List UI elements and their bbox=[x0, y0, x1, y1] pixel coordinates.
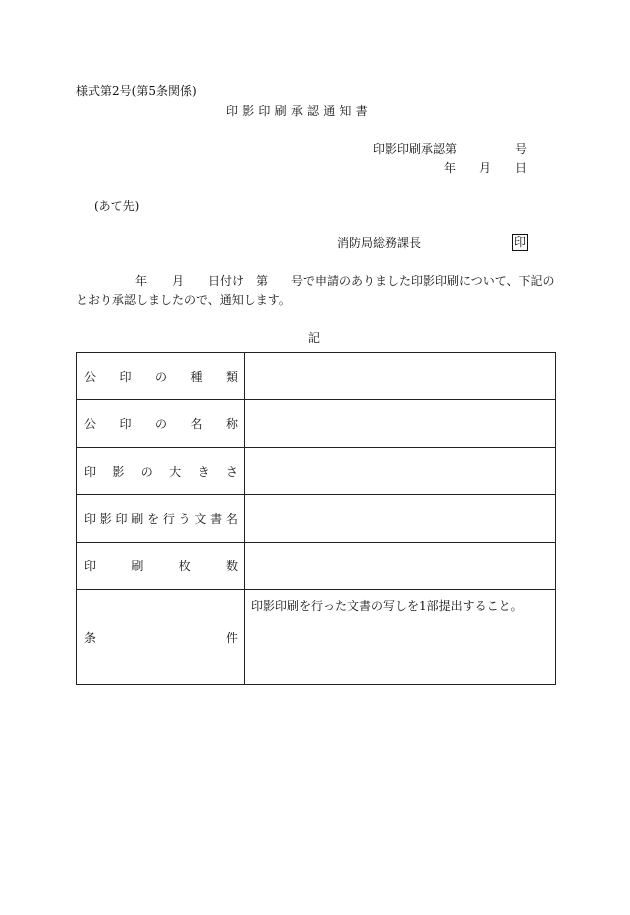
date-year: 年 bbox=[444, 161, 457, 175]
table-row bbox=[77, 447, 556, 494]
details-table bbox=[76, 352, 556, 685]
row-value-impression-size bbox=[245, 447, 556, 494]
body-year: 年 bbox=[135, 274, 148, 288]
seal-box: 印 bbox=[514, 235, 527, 249]
seal-mark bbox=[512, 234, 528, 251]
body-date-suffix: 日付け bbox=[208, 274, 245, 288]
row-label-document-name: 印 影 印 刷 を 行 う 文 書 名 bbox=[77, 495, 245, 542]
table-row bbox=[77, 400, 556, 447]
approval-number-suffix: 号 bbox=[515, 142, 528, 156]
ki-heading: 記 bbox=[308, 331, 321, 345]
row-label-impression-size: 印 影 の 大 き さ bbox=[77, 447, 245, 494]
body-number-prefix: 第 bbox=[256, 274, 269, 288]
document-title: 印影印刷承認通知書 bbox=[226, 104, 372, 118]
table-row bbox=[77, 590, 556, 685]
date-day: 日 bbox=[515, 161, 528, 175]
row-label-seal-type: 公 印 の 種 類 bbox=[77, 353, 245, 400]
row-value-print-count bbox=[245, 542, 556, 589]
table-row bbox=[77, 495, 556, 542]
body-month: 月 bbox=[172, 274, 185, 288]
date-month: 月 bbox=[479, 161, 492, 175]
body-line1-text: 号で申請のありました印影印刷について、下記の bbox=[291, 274, 555, 288]
row-label-print-count: 印 刷 枚 数 bbox=[77, 542, 245, 589]
form-number: 様式第2号(第5条関係) bbox=[76, 84, 197, 98]
row-label-conditions: 条 件 bbox=[77, 590, 245, 685]
row-value-seal-type bbox=[245, 353, 556, 400]
addressee: (あて先) bbox=[94, 199, 140, 213]
table-row bbox=[77, 353, 556, 400]
row-value-seal-name bbox=[245, 400, 556, 447]
row-value-document-name bbox=[245, 495, 556, 542]
table-row bbox=[77, 542, 556, 589]
approval-number-prefix: 印影印刷承認第 bbox=[373, 142, 458, 156]
issuer-title: 消防局総務課長 bbox=[337, 236, 422, 250]
row-value-conditions: 印影印刷を行った文書の写しを1部提出すること。 bbox=[245, 590, 556, 685]
body-line2-text: とおり承認しましたので、通知します。 bbox=[76, 293, 291, 307]
row-label-seal-name: 公 印 の 名 称 bbox=[77, 400, 245, 447]
